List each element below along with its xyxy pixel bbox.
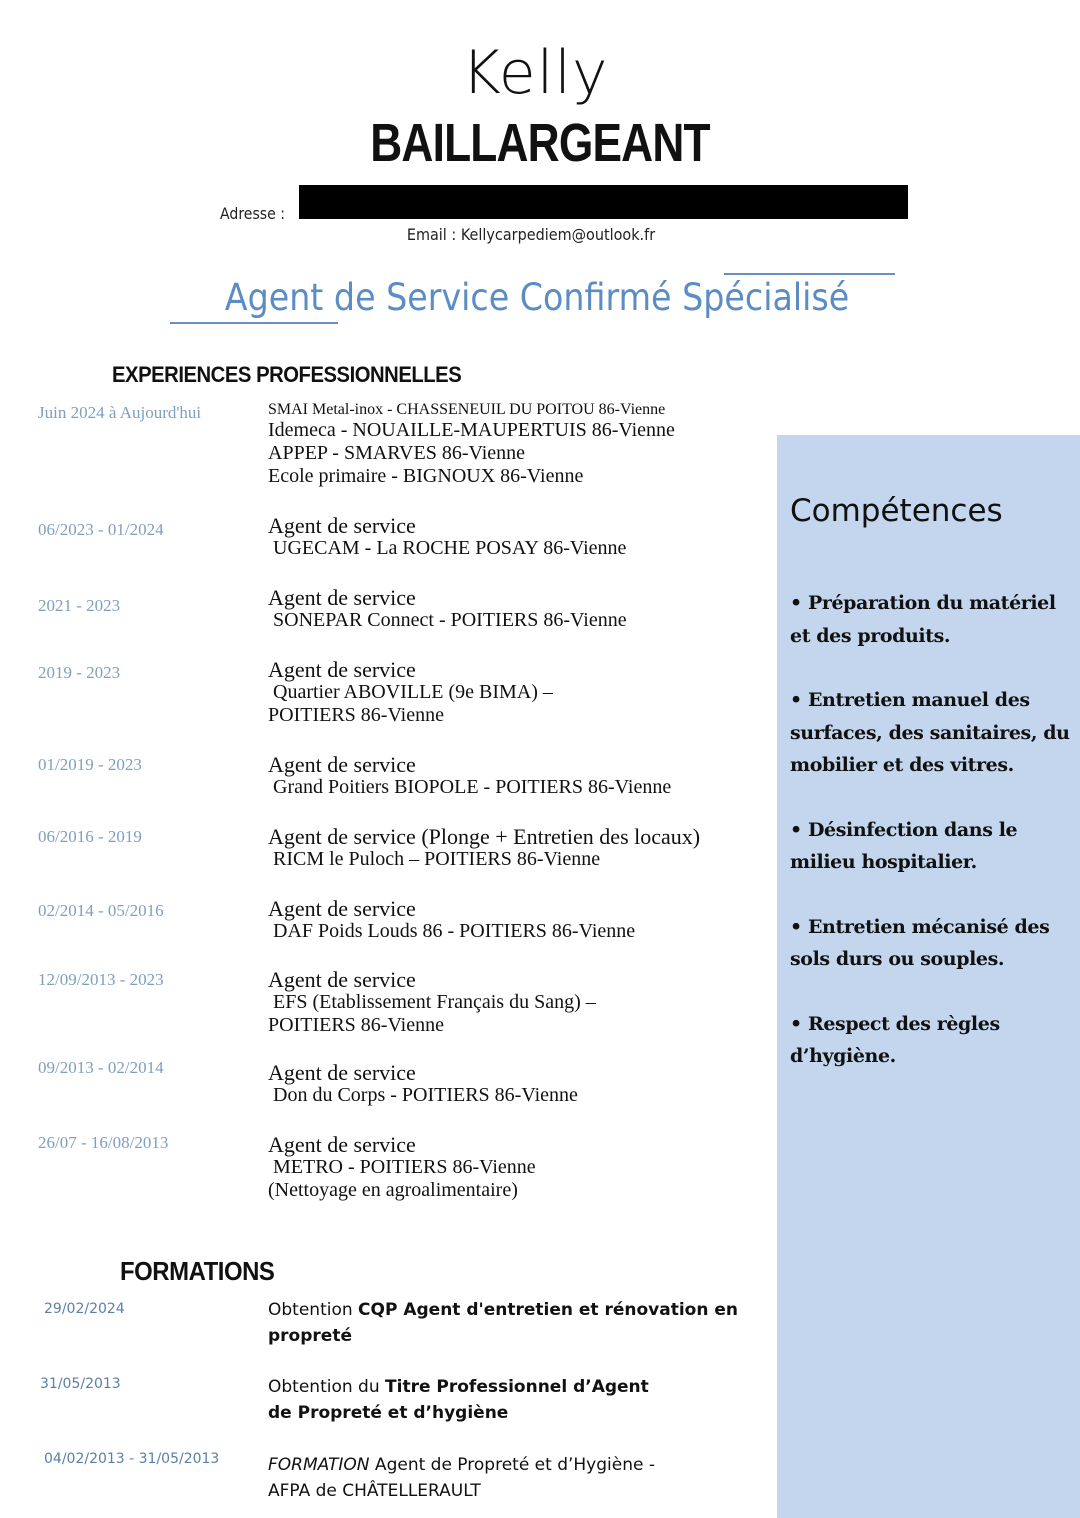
formation-date: 31/05/2013: [40, 1376, 121, 1392]
experience-date: 09/2013 - 02/2014: [38, 1058, 164, 1077]
experience-role: Agent de service: [268, 585, 416, 610]
experience-entry: [268, 1061, 578, 1107]
experience-role: Agent de service: [268, 1060, 416, 1085]
formation-title-line-2: de Propreté et d’hygiène: [268, 1403, 509, 1423]
job-title: Agent de Service Confirmé Spécialisé: [224, 276, 850, 319]
experience-entry: [268, 753, 671, 799]
formations-heading: FORMATIONS: [120, 1256, 275, 1286]
experience-role: Agent de service: [268, 752, 416, 777]
address-label: Adresse :: [220, 204, 286, 223]
experience-entry: [268, 1133, 536, 1202]
formation-text-line-2: AFPA de CHÂTELLERAULT: [268, 1481, 481, 1501]
experience-entry: [268, 658, 553, 727]
experience-line: SMAI Metal-inox - CHASSENEUIL DU POITOU 86-Vienne: [268, 401, 666, 418]
experience-org-line-2: POITIERS 86-Vienne: [268, 1014, 444, 1036]
skills-list: [790, 587, 1075, 1105]
experience-org-line-2: (Nettoyage en agroalimentaire): [268, 1179, 518, 1201]
experience-org: EFS (Etablissement Français du Sang) –: [273, 991, 596, 1013]
experience-role: Agent de service: [268, 896, 416, 921]
experience-role: Agent de service: [268, 1132, 416, 1157]
formation-title: CQP Agent d'entretien et rénovation en: [358, 1300, 739, 1320]
formation-entry: [268, 1374, 649, 1426]
experience-entry: [268, 897, 635, 943]
experience-org: UGECAM - La ROCHE POSAY 86-Vienne: [273, 537, 627, 559]
experience-heading: EXPERIENCES PROFESSIONNELLES: [112, 362, 462, 387]
formation-text: Agent de Propreté et d’Hygiène -: [369, 1455, 655, 1475]
experience-date: 2021 - 2023: [38, 596, 121, 615]
skill-item: • Entretien manuel des surfaces, des sanitaires, du mobilier et des vitres.: [790, 689, 1070, 776]
address-redaction-bar: [299, 185, 908, 219]
experience-entry: [268, 586, 627, 632]
experience-entry: [268, 825, 700, 871]
experience-org: DAF Poids Louds 86 - POITIERS 86-Vienne: [273, 920, 636, 942]
skill-item: • Désinfection dans le milieu hospitalier.: [790, 818, 1018, 873]
experience-date: 26/07 - 16/08/2013: [38, 1133, 169, 1152]
experience-date: Juin 2024 à Aujourd'hui: [38, 403, 202, 422]
skill-item: • Entretien mécanisé des sols durs ou souples.: [790, 915, 1050, 970]
formation-prefix: Obtention: [268, 1300, 359, 1320]
experience-date: 02/2014 - 05/2016: [38, 901, 164, 920]
formation-entry: [268, 1297, 738, 1349]
experience-date: 01/2019 - 2023: [38, 755, 142, 774]
experience-entry: [268, 514, 626, 560]
skills-title: Compétences: [790, 493, 1003, 529]
skill-item: • Préparation du matériel et des produits.: [790, 592, 1056, 647]
experience-entry: [268, 401, 675, 488]
formation-type: FORMATION: [268, 1455, 370, 1475]
experience-date: 06/2023 - 01/2024: [38, 520, 164, 539]
experience-line: Idemeca - NOUAILLE-MAUPERTUIS 86-Vienne: [268, 419, 675, 441]
experience-role: Agent de service (Plonge + Entretien des locaux): [268, 824, 701, 849]
experience-org-line-2: POITIERS 86-Vienne: [268, 704, 444, 726]
experience-org: RICM le Puloch – POITIERS 86-Vienne: [273, 848, 601, 870]
title-decor-line-bottom: [170, 322, 338, 324]
experience-org: SONEPAR Connect - POITIERS 86-Vienne: [273, 609, 627, 631]
formation-date: 29/02/2024: [44, 1301, 125, 1317]
experience-line: APPEP - SMARVES 86-Vienne: [268, 442, 526, 464]
formation-date: 04/02/2013 - 31/05/2013: [44, 1451, 220, 1467]
formation-prefix: Obtention du: [268, 1377, 386, 1397]
last-name: BAILLARGEANT: [370, 113, 710, 173]
experience-role: Agent de service: [268, 657, 416, 682]
experience-entry: [268, 968, 596, 1037]
experience-org: Quartier ABOVILLE (9e BIMA) –: [273, 681, 553, 703]
experience-org: METRO - POITIERS 86-Vienne: [273, 1156, 536, 1178]
skill-item: • Respect des règles d’hygiène.: [790, 1012, 1000, 1067]
experience-org: Grand Poitiers BIOPOLE - POITIERS 86-Vienne: [273, 776, 672, 798]
skills-sidebar: [777, 435, 1080, 1518]
formation-title: Titre Professionnel d’Agent: [385, 1377, 649, 1397]
experience-date: 12/09/2013 - 2023: [38, 970, 164, 989]
experience-date: 06/2016 - 2019: [38, 827, 142, 846]
formation-entry: [268, 1452, 655, 1504]
experience-org: Don du Corps - POITIERS 86-Vienne: [273, 1084, 578, 1106]
experience-date: 2019 - 2023: [38, 663, 121, 682]
email: Email : Kellycarpediem@outlook.fr: [406, 225, 656, 244]
formation-title-line-2: propreté: [268, 1326, 352, 1346]
experience-line: Ecole primaire - BIGNOUX 86-Vienne: [268, 465, 584, 487]
title-decor-line-top: [724, 273, 895, 275]
experience-role: Agent de service: [268, 513, 416, 538]
first-name: Kelly: [461, 38, 609, 108]
experience-role: Agent de service: [268, 967, 416, 992]
